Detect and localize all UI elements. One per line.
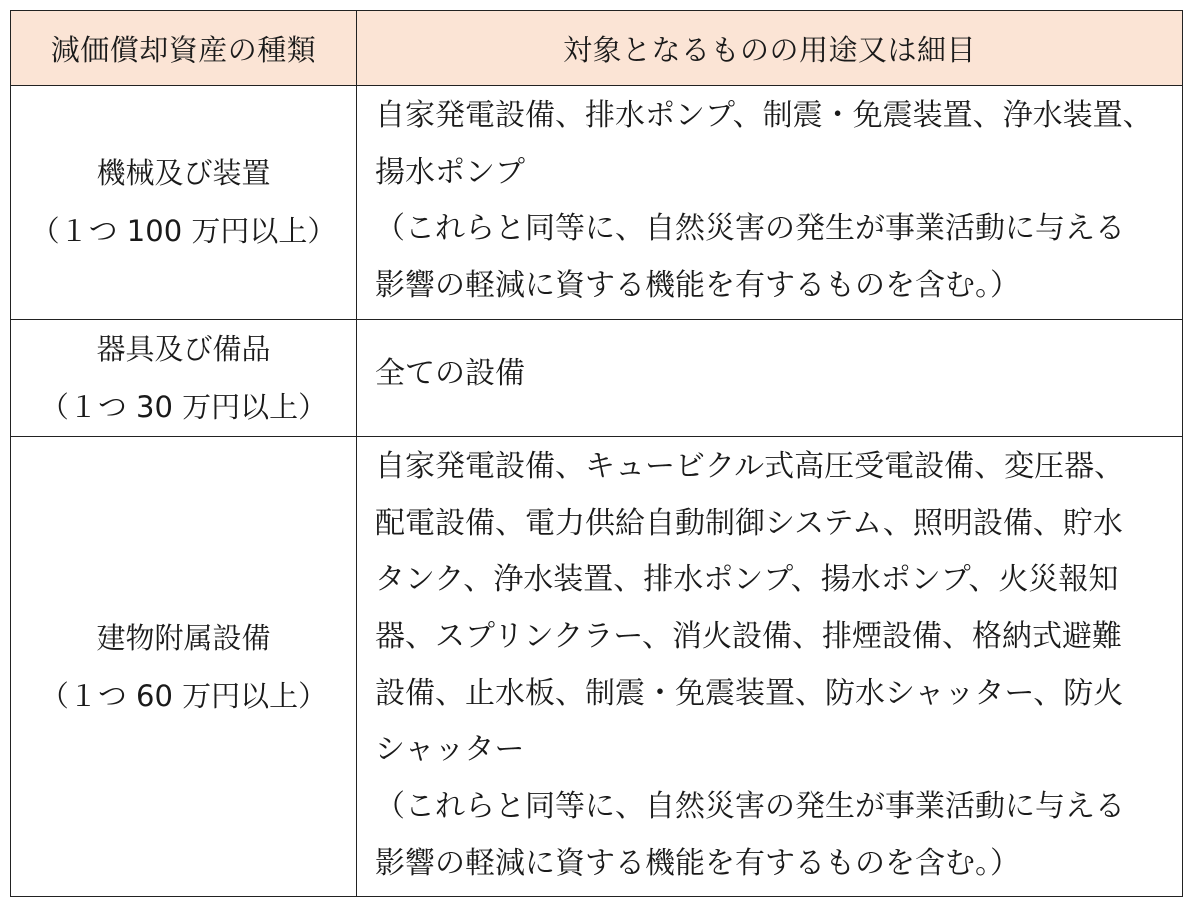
asset-type-cell <box>11 436 357 897</box>
asset-type-name: 器具及び備品 <box>96 331 271 366</box>
purpose-note-line: （これらと同等に、自然災害の発生が事業活動に与える <box>375 789 1125 825</box>
purpose-line: 揚水ポンプ <box>375 154 525 190</box>
purpose-cell <box>357 86 1183 320</box>
purpose-line: シャッター <box>375 732 525 768</box>
asset-type-cell <box>11 86 357 320</box>
purpose-cell <box>357 319 1183 436</box>
purpose-line: タンク、浄水装置、排水ポンプ、揚水ポンプ、火災報知 <box>375 562 1119 598</box>
asset-table <box>10 10 1183 897</box>
table-row <box>11 436 1183 897</box>
asset-type-name: 機械及び装置 <box>96 156 271 191</box>
asset-type-name: 建物附属設備 <box>96 620 271 655</box>
purpose-note-line: 影響の軽減に資する機能を有するものを含む。） <box>375 845 1020 881</box>
header-asset-type: 減価償却資産の種類 <box>11 11 357 86</box>
purpose-note-line: （これらと同等に、自然災害の発生が事業活動に与える <box>375 211 1125 247</box>
purpose-line: 全ての設備 <box>375 356 525 392</box>
purpose-line: 設備、止水板、制震・免震装置、防水シャッター、防火 <box>375 675 1124 711</box>
asset-type-condition: （１つ 30 万円以上） <box>39 389 328 424</box>
purpose-line: 器、スプリンクラー、消火設備、排煙設備、格納式避難 <box>375 618 1122 654</box>
asset-type-cell <box>11 319 357 436</box>
header-purpose: 対象となるものの用途又は細目 <box>357 11 1183 86</box>
header-row <box>11 11 1183 86</box>
asset-type-condition: （１つ 100 万円以上） <box>30 214 337 249</box>
purpose-line: 自家発電設備、排水ポンプ、制震・免震装置、浄水装置、 <box>375 98 1153 133</box>
table-row <box>11 86 1183 320</box>
asset-type-condition: （１つ 60 万円以上） <box>39 678 328 713</box>
purpose-line: 配電設備、電力供給自動制御システム、照明設備、貯水 <box>375 505 1123 541</box>
table-row <box>11 319 1183 436</box>
purpose-cell <box>357 436 1183 897</box>
purpose-note-line: 影響の軽減に資する機能を有するものを含む。） <box>375 268 1020 304</box>
purpose-line: 自家発電設備、キュービクル式高圧受電設備、変圧器、 <box>375 448 1125 484</box>
